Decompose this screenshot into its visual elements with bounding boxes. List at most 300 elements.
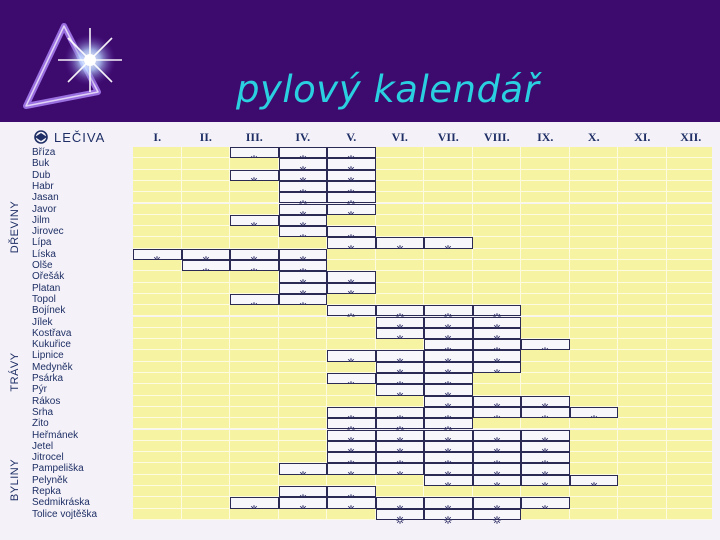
plant-name: Topol [32, 293, 56, 305]
pollen-cell [424, 147, 473, 158]
pollen-grain-icon [444, 385, 453, 394]
pollen-cell [133, 317, 182, 328]
pollen-cell-active [327, 418, 376, 429]
pollen-cell [376, 215, 425, 226]
pollen-cell [279, 237, 328, 248]
pollen-cell [473, 260, 522, 271]
pollen-grain-icon [298, 205, 307, 214]
pollen-grain-icon [395, 385, 404, 394]
pollen-cell [667, 407, 716, 418]
pollen-grain-icon [395, 352, 404, 361]
pollen-cell [473, 373, 522, 384]
pollen-cell-active [424, 396, 473, 407]
pollen-cell [133, 497, 182, 508]
plant-row [0, 328, 720, 339]
pollen-cell [667, 147, 716, 158]
pollen-cell [182, 452, 231, 463]
pollen-grain-icon [492, 465, 501, 474]
pollen-cell-active [376, 384, 425, 395]
pollen-grain-icon [492, 453, 501, 462]
pollen-grain-icon [492, 442, 501, 451]
pollen-grain-icon [541, 442, 550, 451]
plant-name: Kostřava [32, 327, 72, 339]
pollen-cell-active [521, 452, 570, 463]
pollen-cell [133, 350, 182, 361]
pollen-cell-active [230, 249, 279, 260]
pollen-cell-active [424, 407, 473, 418]
pollen-cell [327, 362, 376, 373]
pollen-cell [667, 260, 716, 271]
pollen-grain-icon [347, 374, 356, 383]
plant-name: Bříza [32, 147, 56, 158]
pollen-grain-icon [541, 431, 550, 440]
pollen-cell-active [279, 147, 328, 158]
pollen-cell [230, 486, 279, 497]
pollen-cell [230, 362, 279, 373]
month-header: X. [587, 130, 600, 144]
pollen-cell [667, 305, 716, 316]
pollen-cell [618, 407, 667, 418]
pollen-cell-active [327, 192, 376, 203]
pollen-cell [182, 170, 231, 181]
plant-row [0, 226, 720, 237]
pollen-calendar [0, 122, 720, 540]
pollen-cell-active [424, 463, 473, 474]
pollen-cell-active [327, 204, 376, 215]
pollen-cell [424, 204, 473, 215]
pollen-grain-icon [250, 216, 259, 225]
pollen-cell [279, 509, 328, 520]
pollen-cell-active [424, 452, 473, 463]
pollen-grain-icon [492, 431, 501, 440]
pollen-cell [230, 509, 279, 520]
pollen-cell [279, 317, 328, 328]
pollen-cell [376, 294, 425, 305]
pollen-cell [667, 373, 716, 384]
pollen-cell [667, 283, 716, 294]
pollen-grain-icon [298, 487, 307, 496]
pollen-cell-active [376, 350, 425, 361]
pollen-cell-active [327, 237, 376, 248]
pollen-cell [133, 192, 182, 203]
pollen-cell-active [424, 418, 473, 429]
pollen-cell-active [327, 497, 376, 508]
pollen-cell-active [327, 226, 376, 237]
pollen-cell-active [424, 373, 473, 384]
pollen-cell [327, 509, 376, 520]
pollen-grain-icon [444, 318, 453, 327]
pollen-cell-active [182, 260, 231, 271]
pollen-grain-icon [444, 397, 453, 406]
pollen-grain-icon [492, 329, 501, 338]
pollen-cell-active [473, 328, 522, 339]
pollen-grain-icon [541, 453, 550, 462]
pollen-grain-icon [298, 250, 307, 259]
pollen-cell [279, 350, 328, 361]
pollen-cell [570, 396, 619, 407]
pollen-grain-icon [492, 363, 501, 372]
pollen-cell [133, 339, 182, 350]
pollen-grain-icon [541, 465, 550, 474]
pollen-cell [667, 317, 716, 328]
pollen-cell [570, 339, 619, 350]
pollen-cell-active [376, 430, 425, 441]
pollen-grain-icon [347, 487, 356, 496]
pollen-cell [376, 204, 425, 215]
pollen-cell [182, 339, 231, 350]
pollen-cell [667, 384, 716, 395]
pollen-cell-active [279, 497, 328, 508]
plant-name: Jitrocel [32, 452, 64, 464]
pollen-grain-icon [347, 408, 356, 417]
pollen-cell [327, 396, 376, 407]
pollen-cell [133, 396, 182, 407]
pollen-cell [521, 249, 570, 260]
pollen-cell [230, 430, 279, 441]
pollen-cell [182, 181, 231, 192]
pollen-cell-active [327, 486, 376, 497]
pollen-cell-active [279, 170, 328, 181]
pollen-cell [182, 430, 231, 441]
pollen-cell [667, 181, 716, 192]
pollen-cell [182, 384, 231, 395]
pollen-cell [279, 384, 328, 395]
pollen-cell [618, 260, 667, 271]
pollen-cell [182, 418, 231, 429]
pollen-cell [521, 384, 570, 395]
pollen-grain-icon [444, 374, 453, 383]
pollen-cell [667, 430, 716, 441]
pollen-cell [570, 249, 619, 260]
pollen-cell [327, 328, 376, 339]
pollen-cell [133, 226, 182, 237]
pollen-cell-active [473, 317, 522, 328]
month-header: III. [245, 130, 263, 144]
pollen-cell [521, 192, 570, 203]
pollen-cell [182, 373, 231, 384]
pollen-cell [133, 294, 182, 305]
plant-row [0, 260, 720, 271]
pollen-cell-active [521, 441, 570, 452]
pollen-grain-icon [444, 408, 453, 417]
pollen-cell [182, 215, 231, 226]
month-header: XII. [680, 130, 702, 144]
pollen-cell [570, 497, 619, 508]
pollen-cell [521, 350, 570, 361]
pollen-grain-icon [395, 465, 404, 474]
pollen-cell [473, 192, 522, 203]
pollen-cell [182, 294, 231, 305]
pollen-cell [667, 362, 716, 373]
leciva-mark-icon [32, 130, 50, 144]
pollen-grain-icon [250, 148, 259, 157]
pollen-cell [570, 373, 619, 384]
pollen-cell-active [327, 452, 376, 463]
pollen-cell [133, 237, 182, 248]
pollen-cell [473, 237, 522, 248]
pollen-cell-active [424, 237, 473, 248]
pollen-cell [133, 271, 182, 282]
pollen-cell [667, 396, 716, 407]
pollen-cell [667, 497, 716, 508]
pollen-grain-icon [492, 408, 501, 417]
pollen-grain-icon [347, 159, 356, 168]
pollen-grain-icon [444, 465, 453, 474]
pollen-grain-icon [492, 498, 501, 507]
pollen-cell-active [521, 396, 570, 407]
plant-name: Srha [32, 406, 54, 418]
pollen-grain-icon [444, 453, 453, 462]
pollen-cell [667, 271, 716, 282]
pollen-cell-active [376, 373, 425, 384]
plant-name: Líska [32, 248, 56, 260]
pollen-grain-icon [395, 306, 404, 315]
plant-name: Psárka [32, 373, 64, 384]
month-header: IX. [537, 130, 554, 144]
pollen-grain-icon [395, 498, 404, 507]
pollen-cell [133, 260, 182, 271]
pollen-cell [570, 463, 619, 474]
pollen-cell [667, 452, 716, 463]
pollen-grain-icon [298, 465, 307, 474]
plant-row [0, 158, 720, 169]
pollen-cell [521, 237, 570, 248]
pollen-cell [182, 305, 231, 316]
pollen-cell [424, 249, 473, 260]
pollen-cell [618, 475, 667, 486]
plant-name: Pelyněk [32, 474, 68, 486]
pollen-cell [327, 260, 376, 271]
pollen-cell [570, 158, 619, 169]
pollen-cell [182, 204, 231, 215]
pollen-cell-active [279, 486, 328, 497]
pollen-cell [376, 170, 425, 181]
plant-row [0, 294, 720, 305]
pollen-cell [667, 418, 716, 429]
pollen-cell [473, 170, 522, 181]
pollen-cell [133, 441, 182, 452]
pollen-cell [230, 317, 279, 328]
pollen-cell [376, 271, 425, 282]
pollen-cell [618, 249, 667, 260]
pollen-grain-icon [298, 216, 307, 225]
pollen-cell [230, 452, 279, 463]
pollen-cell-active [230, 215, 279, 226]
pollen-cell [230, 237, 279, 248]
pollen-cell [473, 147, 522, 158]
pollen-cell [667, 463, 716, 474]
pollen-grain-icon [444, 498, 453, 507]
pollen-cell [570, 283, 619, 294]
pollen-cell [327, 215, 376, 226]
plant-row [0, 441, 720, 452]
pollen-cell [133, 170, 182, 181]
group-label-dreviny: DŘEVINY [9, 200, 21, 254]
plant-row [0, 350, 720, 361]
pollen-grain-icon [347, 306, 356, 315]
plant-row [0, 430, 720, 441]
pollen-grain-icon [395, 431, 404, 440]
pollen-cell [618, 317, 667, 328]
plant-name: Jetel [32, 440, 54, 452]
pollen-cell [279, 305, 328, 316]
pollen-cell [133, 204, 182, 215]
pollen-cell [570, 237, 619, 248]
pollen-cell [182, 396, 231, 407]
pollen-cell-active [424, 475, 473, 486]
pollen-cell [376, 226, 425, 237]
pollen-cell [570, 305, 619, 316]
pollen-cell [618, 305, 667, 316]
pollen-cell [230, 463, 279, 474]
pollen-cell-active [279, 158, 328, 169]
pollen-cell [618, 350, 667, 361]
pollen-cell-active [376, 317, 425, 328]
plant-name: Habr [32, 180, 54, 192]
pollen-cell [570, 294, 619, 305]
pollen-cell-active [133, 249, 182, 260]
pollen-grain-icon [347, 227, 356, 236]
plant-row [0, 192, 720, 203]
pollen-cell [230, 328, 279, 339]
plant-row [0, 418, 720, 429]
pollen-cell [618, 509, 667, 520]
plant-row [0, 486, 720, 497]
pollen-cell-active [424, 350, 473, 361]
pollen-cell [424, 215, 473, 226]
pollen-cell-active [521, 497, 570, 508]
pollen-cell-active [230, 497, 279, 508]
pollen-cell [133, 509, 182, 520]
month-header: II. [199, 130, 212, 144]
pollen-cell [618, 418, 667, 429]
pollen-grain-icon [347, 193, 356, 202]
plant-row [0, 215, 720, 226]
pollen-grain-icon [444, 431, 453, 440]
pollen-grain-icon [298, 193, 307, 202]
pollen-cell [667, 328, 716, 339]
pollen-cell [327, 384, 376, 395]
plant-name: Medyněk [32, 361, 73, 373]
pollen-cell [133, 328, 182, 339]
pollen-cell [570, 204, 619, 215]
plant-row [0, 396, 720, 407]
pollen-cell [376, 260, 425, 271]
pollen-cell [521, 215, 570, 226]
plant-row [0, 204, 720, 215]
pollen-grain-icon [444, 419, 453, 428]
pollen-grain-icon [298, 148, 307, 157]
pollen-cell [133, 215, 182, 226]
pollen-cell-active [279, 192, 328, 203]
pollen-cell [279, 339, 328, 350]
pollen-cell-active [182, 249, 231, 260]
pollen-cell-active [327, 430, 376, 441]
pollen-grain-icon [347, 182, 356, 191]
pollen-cell [182, 328, 231, 339]
pollen-grain-icon [347, 148, 356, 157]
pollen-cell [521, 509, 570, 520]
pollen-cell [570, 215, 619, 226]
month-header: XI. [634, 130, 651, 144]
pollen-cell [618, 463, 667, 474]
pollen-cell [424, 283, 473, 294]
pollen-cell [521, 170, 570, 181]
month-header: VII. [437, 130, 459, 144]
pollen-cell [279, 373, 328, 384]
pollen-cell-active [327, 283, 376, 294]
plant-name: Dub [32, 169, 51, 181]
month-headers [133, 130, 713, 146]
pollen-cell-active [473, 305, 522, 316]
pollen-cell [521, 147, 570, 158]
pollen-cell [424, 486, 473, 497]
pollen-grain-icon [250, 250, 259, 259]
pollen-cell [570, 452, 619, 463]
pollen-cell-active [376, 305, 425, 316]
pollen-cell-active [473, 407, 522, 418]
pollen-cell [473, 271, 522, 282]
pollen-cell [376, 396, 425, 407]
pollen-cell [376, 339, 425, 350]
pollen-cell-active [279, 181, 328, 192]
pollen-cell [230, 181, 279, 192]
pollen-cell [618, 170, 667, 181]
pollen-cell [667, 339, 716, 350]
pollen-grain-icon [444, 510, 453, 519]
pollen-grain-icon [347, 171, 356, 180]
plant-row [0, 373, 720, 384]
pollen-grain-icon [541, 498, 550, 507]
pollen-cell [230, 384, 279, 395]
pollen-grain-icon [250, 261, 259, 270]
pollen-cell [376, 249, 425, 260]
pollen-cell [182, 486, 231, 497]
pollen-cell [667, 170, 716, 181]
pollen-cell-active [473, 396, 522, 407]
pollen-grain-icon [347, 442, 356, 451]
pollen-grain-icon [298, 171, 307, 180]
pollen-cell [618, 204, 667, 215]
plant-row [0, 181, 720, 192]
pollen-cell-active [327, 350, 376, 361]
pollen-cell-active [376, 328, 425, 339]
plant-row [0, 271, 720, 282]
pollen-cell-active [473, 452, 522, 463]
pollen-cell [424, 226, 473, 237]
pollen-cell [667, 249, 716, 260]
pollen-cell [279, 396, 328, 407]
pollen-cell [618, 384, 667, 395]
pollen-grain-icon [444, 352, 453, 361]
pollen-cell [570, 271, 619, 282]
pollen-cell-active [473, 350, 522, 361]
plant-name: Olše [32, 260, 53, 271]
pollen-cell [618, 362, 667, 373]
pollen-cell [667, 509, 716, 520]
pollen-cell [667, 350, 716, 361]
pollen-cell [570, 362, 619, 373]
pollen-cell [230, 192, 279, 203]
pollen-cell-active [327, 441, 376, 452]
pollen-cell [473, 418, 522, 429]
pollen-cell [473, 384, 522, 395]
pollen-cell [376, 475, 425, 486]
pollen-grain-icon [492, 306, 501, 315]
pollen-grain-icon [347, 498, 356, 507]
plant-name: Tolice vojtěška [32, 508, 98, 520]
pollen-cell [279, 452, 328, 463]
